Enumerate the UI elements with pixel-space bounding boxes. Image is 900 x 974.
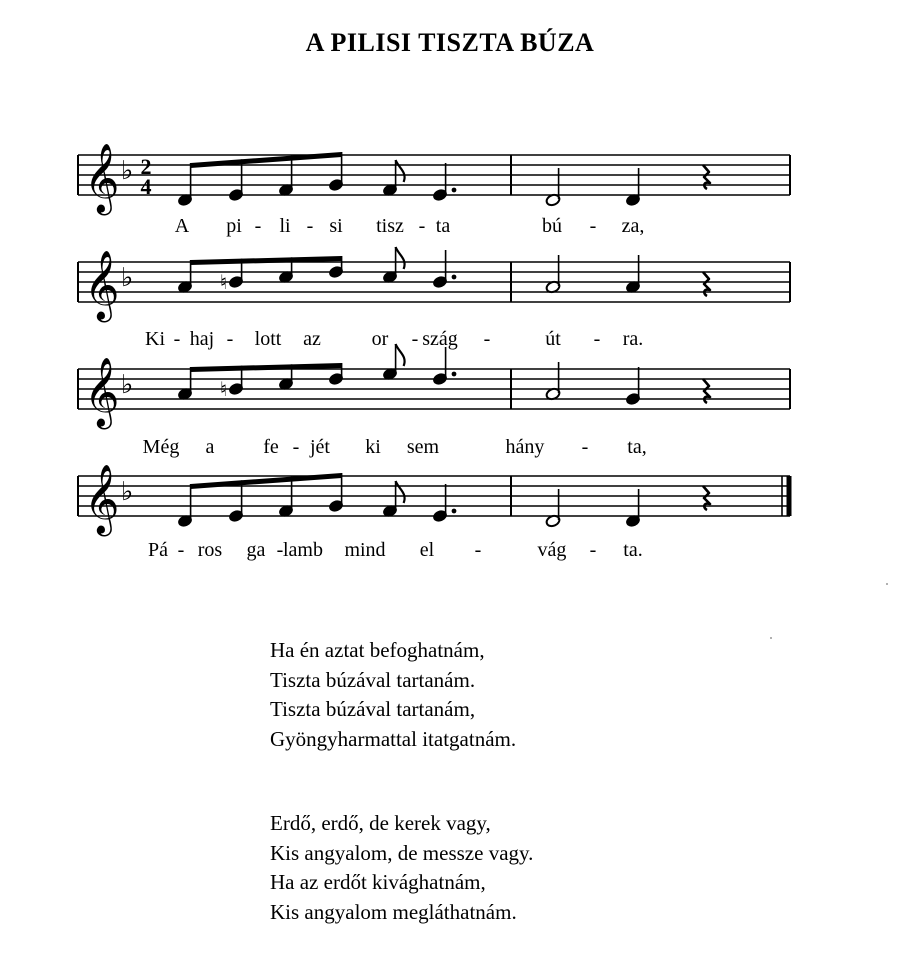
lyric-syllable: haj [189,328,215,350]
lyric-syllable: pi [226,215,242,237]
flat-key-signature-icon: ♭ [121,370,134,400]
lyrics-line-1 [175,215,645,237]
lyric-syllable: - [292,436,300,458]
lyric-syllable: - [276,539,284,561]
lyric-syllable: - [589,215,597,237]
lyric-syllable: - [226,328,234,350]
time-signature-bottom: 4 [140,174,152,199]
verse-line: Gyöngyharmattal itatgatnám. [270,726,517,751]
verse-line: Ha az erdőt kivághatnám, [270,870,486,894]
flat-key-signature-icon: ♭ [121,156,134,186]
verse-line: Tiszta búzával tartanám. [270,667,476,692]
lyric-syllable: - [593,328,601,350]
verse-line: Kis angyalom, de messze vagy. [270,840,534,865]
lyric-syllable: - [589,539,597,561]
flat-key-signature-icon: ♭ [121,263,134,293]
lyric-syllable: ra. [622,328,644,350]
lyric-syllable: Még [142,436,180,458]
lyric-syllable: el [419,539,435,561]
flat-key-signature-icon: ♭ [121,477,134,507]
treble-clef-icon: 𝄞 [84,464,120,534]
lyric-syllable: mind [344,539,386,561]
lyric-syllable: Pá [148,539,168,561]
note-beam [191,363,342,372]
note-beam [191,256,342,265]
lyric-syllable: - [173,328,181,350]
natural-accidental-icon: ♮ [220,270,228,294]
lyric-syllable: lamb [283,539,323,561]
lyric-syllable: - [581,436,589,458]
lyric-syllable: - [418,215,426,237]
lyric-syllable: út [545,328,561,350]
staff-system-2 [78,247,790,322]
treble-clef-icon: 𝄞 [84,357,120,427]
lyric-syllable: hány [505,436,545,458]
lyric-syllable: ga [246,539,266,561]
staff-system-1 [78,143,790,215]
lyric-syllable: jét [310,436,330,458]
augmentation-dot [452,509,457,514]
lyric-syllable: - [177,539,185,561]
natural-accidental-icon: ♮ [220,377,228,401]
lyric-syllable: - [306,215,314,237]
lyrics-line-4 [148,539,643,561]
verse-line: Ha én aztat befoghatnám, [270,638,485,662]
staff-system-3 [78,344,790,429]
verse-2 [270,636,516,754]
note-flag [396,247,405,269]
lyric-syllable: tisz [376,215,404,237]
lyric-syllable: ta. [623,539,643,561]
lyric-syllable: szág [422,328,458,350]
lyrics-line-3 [143,436,647,458]
lyric-syllable: Ki [145,328,165,350]
scan-speck [770,637,772,639]
note-flag [396,160,405,182]
page-title: A PILISI TISZTA BÚZA [305,28,595,57]
verse-line: Erdő, erdő, de kerek vagy, [270,811,491,835]
augmentation-dot [452,188,457,193]
time-signature-top: 2 [140,154,152,179]
lyric-syllable: vág [537,539,567,561]
augmentation-dot [452,372,457,377]
note-flag [396,481,405,503]
lyrics-line-2 [145,328,643,350]
scan-speck [886,583,888,585]
treble-clef-icon: 𝄞 [84,143,120,213]
verse-line: Tiszta búzával tartanám, [270,697,476,721]
note-flag [396,344,405,366]
staff-system-4 [78,464,790,536]
lyric-syllable: - [254,215,262,237]
verse-line: Kis angyalom megláthatnám. [270,899,517,924]
treble-clef-icon: 𝄞 [84,250,120,320]
lyric-syllable: az [303,328,321,350]
lyric-syllable: za, [621,215,645,237]
lyric-syllable: a [205,436,215,458]
lyric-syllable: bú [542,215,562,237]
lyric-syllable: ros [197,539,223,561]
lyric-syllable: - [474,539,482,561]
augmentation-dot [452,275,457,280]
lyric-syllable: ta, [627,436,647,458]
lyric-syllable: ta [435,215,451,237]
lyric-syllable: lott [254,328,282,350]
lyric-syllable: ki [365,436,381,458]
lyric-syllable: sem [406,436,440,458]
lyric-syllable: or [371,328,389,350]
lyric-syllable: - [483,328,491,350]
lyric-syllable: A [174,215,190,237]
lyric-syllable: li [279,215,291,237]
lyric-syllable: - [411,328,419,350]
lyric-syllable: si [329,215,343,237]
lyric-syllable: fe [263,436,279,458]
verse-3 [270,809,533,927]
